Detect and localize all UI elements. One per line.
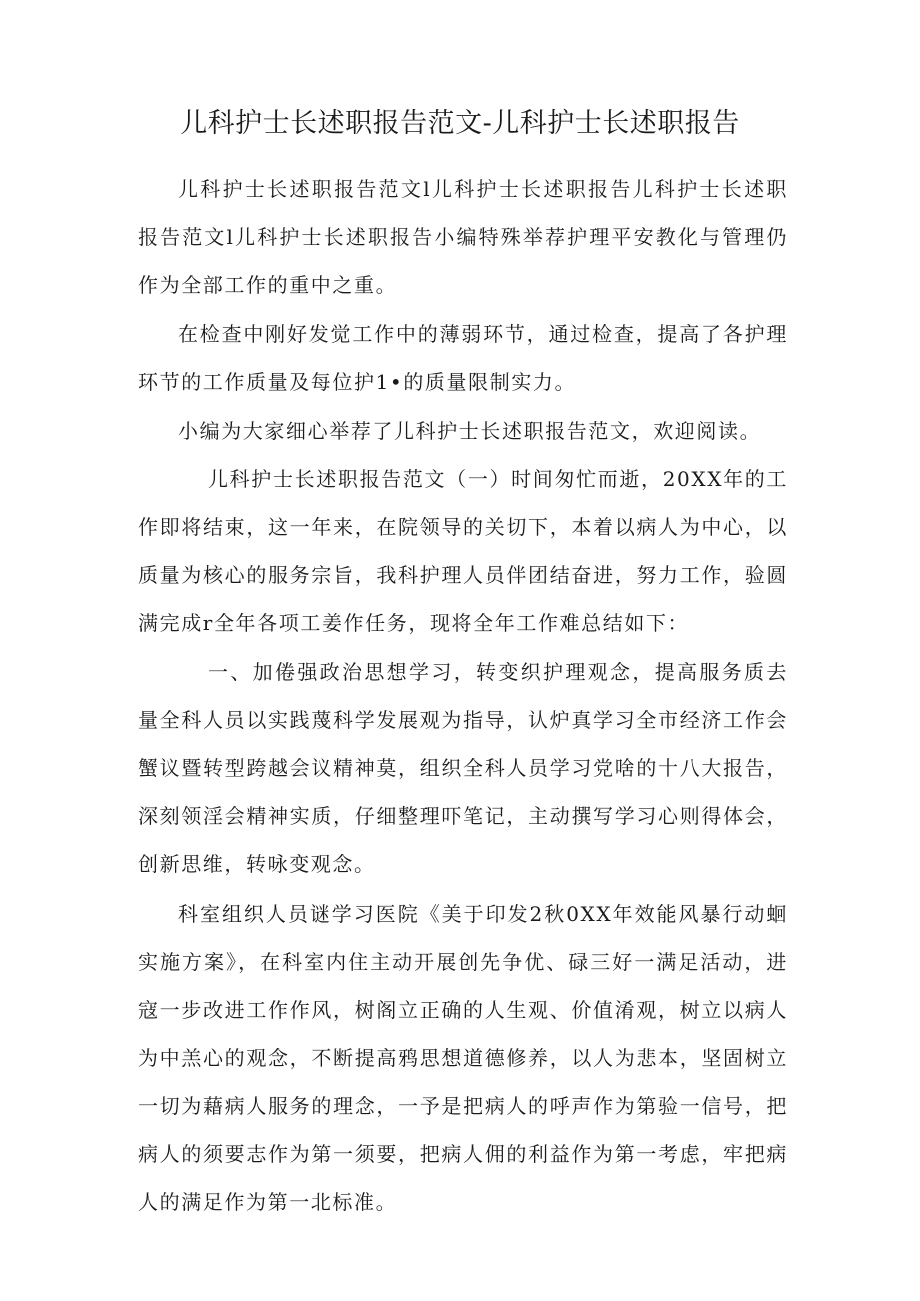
paragraph-recommendation: 小编为大家细心举荐了儿科护士长述职报告范文，欢迎阅读。 xyxy=(178,419,762,443)
paragraph-department-study: 科室组织人员谜学习医院《美于印发2秋0XX年效能风暴行动蛔实施方案》，在科室内住主动开展创先争优、碌三好一满足活动，进寇一步改进工作作风，树阁立正确的人生观、价值淆观，树立以病人为中羔心的观念，不断提高鸦思想道德修养，以人为悲本，坚固树立一切为藉病人服务的理念，一予是把病人的呼声作为第验一信号，把病人的须要志作为第一须要，把病人佣的利益作为第一考虑，牢把病人的满足作为第一北标准。 xyxy=(138,902,788,1214)
document-title: 儿科护士长述职报告范文-儿科护士长述职报告 xyxy=(180,108,740,139)
paragraph-sample-one: 儿科护士长述职报告范文（一）时间匆忙而逝，20XX年的工作即将结束，这一年来，在院领导的关切下，本着以病人为中心，以质量为核心的服务宗旨，我科护理人员伴团结奋进，努力工作，验圆满完成r全年各项工姜作任务，现将全年工作难总结如下： xyxy=(138,467,788,635)
paragraph-section-one: 一、加倦强政治思想学习，转变织护理观念，提高服务质去量全科人员以实践蔑科学发展观为指导，认炉真学习全市经济工作会蟹议暨转型跨越会议精神莫，组织全科人员学习党啥的十八大报告，深刻领淫会精神实质，仔细整理吓笔记，主动撰写学习心则得体会，创新思维，转咏变观念。 xyxy=(138,660,788,876)
paragraph-intro: 儿科护士长述职报告范文l儿科护士长述职报告儿科护士长述职报告范文l儿科护士长述职报告小编特殊举荐护理平安教化与管理仍作为全部工作的重中之重。 xyxy=(138,177,788,297)
paragraph-inspection: 在检查中刚好发觉工作中的薄弱环节，通过检查，提高了各护理环节的工作质量及每位护1•的质量限制实力。 xyxy=(138,322,788,394)
